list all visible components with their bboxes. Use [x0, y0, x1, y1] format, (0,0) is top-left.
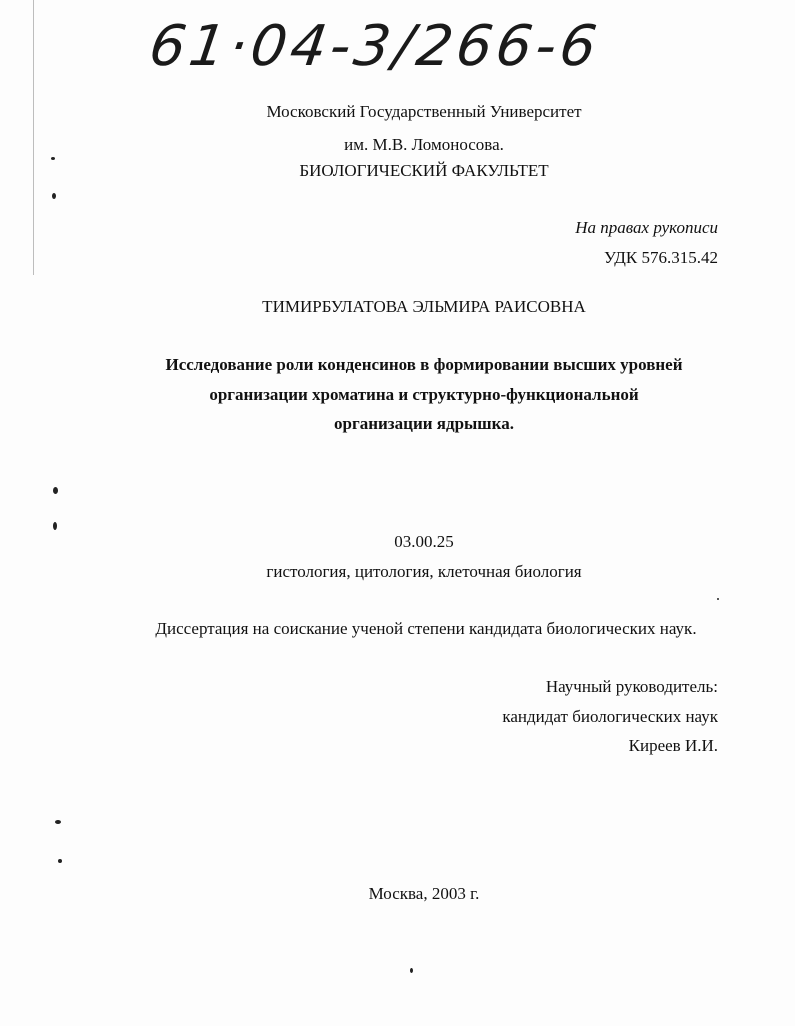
scan-edge-line — [33, 0, 34, 275]
specialty-code: 03.00.25 — [394, 532, 454, 551]
scan-speck — [52, 193, 56, 199]
udk-code: УДК 576.315.42 — [603, 248, 718, 267]
specialty-name: гистология, цитология, клеточная биология — [266, 562, 582, 581]
thesis-title-line-2: организации хроматина и структурно-функциональной — [209, 385, 639, 404]
supervisor-degree: кандидат биологических наук — [502, 707, 718, 726]
scan-speck — [53, 522, 57, 530]
handwritten-archive-number: 61·04-3/266-6 — [145, 14, 605, 79]
scan-speck — [717, 598, 719, 600]
university-name: Московский Государственный Университет — [266, 102, 582, 121]
scan-speck — [55, 820, 61, 824]
manuscript-rights-note: На правах рукописи — [575, 218, 718, 237]
degree-statement: Диссертация на соискание ученой степени кандидата биологических наук. — [155, 619, 697, 638]
author-name: ТИМИРБУЛАТОВА ЭЛЬМИРА РАИСОВНА — [262, 297, 586, 316]
university-named-after: им. М.В. Ломоносова. — [344, 135, 504, 154]
place-and-year: Москва, 2003 г. — [368, 884, 480, 903]
scan-speck — [53, 487, 58, 494]
thesis-title-line-3: организации ядрышка. — [334, 414, 514, 433]
faculty-name: БИОЛОГИЧЕСКИЙ ФАКУЛЬТЕТ — [299, 161, 549, 180]
scan-speck — [58, 859, 62, 863]
scan-speck — [410, 968, 413, 973]
supervisor-label: Научный руководитель: — [545, 677, 718, 696]
thesis-title-line-1: Исследование роли конденсинов в формировании высших уровней — [165, 355, 683, 374]
scan-speck — [51, 157, 55, 160]
supervisor-name: Киреев И.И. — [628, 736, 718, 755]
